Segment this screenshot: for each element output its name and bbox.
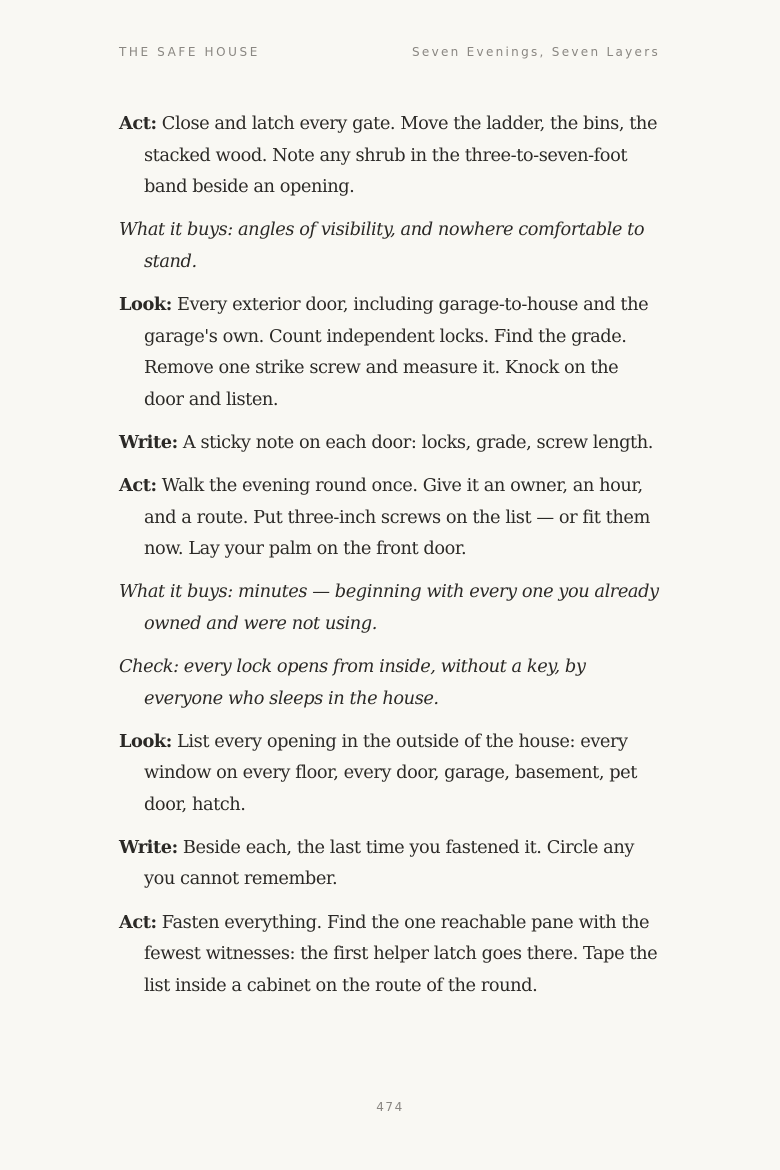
- book-title: THE SAFE HOUSE: [119, 45, 260, 59]
- page-number: 474: [376, 1100, 404, 1114]
- instruction-act-fasten: [119, 907, 660, 1002]
- step-label: Act:: [119, 113, 157, 134]
- step-text: A sticky note on each door: locks, grade, screw length.: [177, 431, 653, 453]
- step-text: Beside each, the last time you fastened it. Circle any you cannot remember.: [144, 836, 634, 890]
- step-label: Write:: [119, 836, 178, 858]
- step-text: List every opening in the outside of the house: every window on every floor, every door, garage, basement, pet door, hatch.: [144, 730, 637, 815]
- step-text: Walk the evening round once. Give it an owner, an hour, and a route. Put three-inch screws on the list — or fit them now. Lay your palm on the front door.: [144, 474, 650, 560]
- instruction-write-notes: [119, 427, 660, 459]
- what-it-buys-note: [119, 214, 660, 277]
- instruction-act-round: [119, 470, 660, 565]
- instruction-look-doors: [119, 289, 660, 415]
- note-text: Check: every lock opens from inside, without a key, by everyone who sleeps in the house.: [119, 655, 586, 709]
- page-body: [119, 108, 660, 1013]
- step-text: Every exterior door, including garage-to-house and the garage's own. Count independent locks. Find the grade. Remove one strike screw and measure it. Knock on the door and listen.: [144, 293, 649, 410]
- step-label: Act:: [119, 474, 157, 496]
- instruction-look-openings: [119, 726, 660, 821]
- step-text: Fasten everything. Find the one reachable pane with the fewest witnesses: the first helper latch goes there. Tape the list inside a cabinet on the route of the round.: [144, 911, 658, 996]
- check-note: [119, 651, 660, 714]
- what-it-buys-note: [119, 576, 660, 639]
- step-label: Look:: [119, 730, 172, 752]
- step-label: Act:: [119, 911, 157, 933]
- instruction-write-fastened: [119, 832, 660, 895]
- running-header: [119, 45, 660, 59]
- step-text: Close and latch every gate. Move the ladder, the bins, the stacked wood. Note any shrub in the three-to-seven-foot band beside an opening.: [144, 113, 658, 198]
- step-label: Write:: [119, 431, 178, 453]
- chapter-title: Seven Evenings, Seven Layers: [411, 45, 660, 59]
- step-label: Look:: [119, 293, 172, 315]
- instruction-act-gates: [119, 108, 660, 203]
- note-text: What it buys: minutes — beginning with every one you already owned and were not using.: [119, 581, 659, 634]
- note-text: What it buys: angles of visibility, and nowhere comfortable to stand.: [119, 219, 645, 272]
